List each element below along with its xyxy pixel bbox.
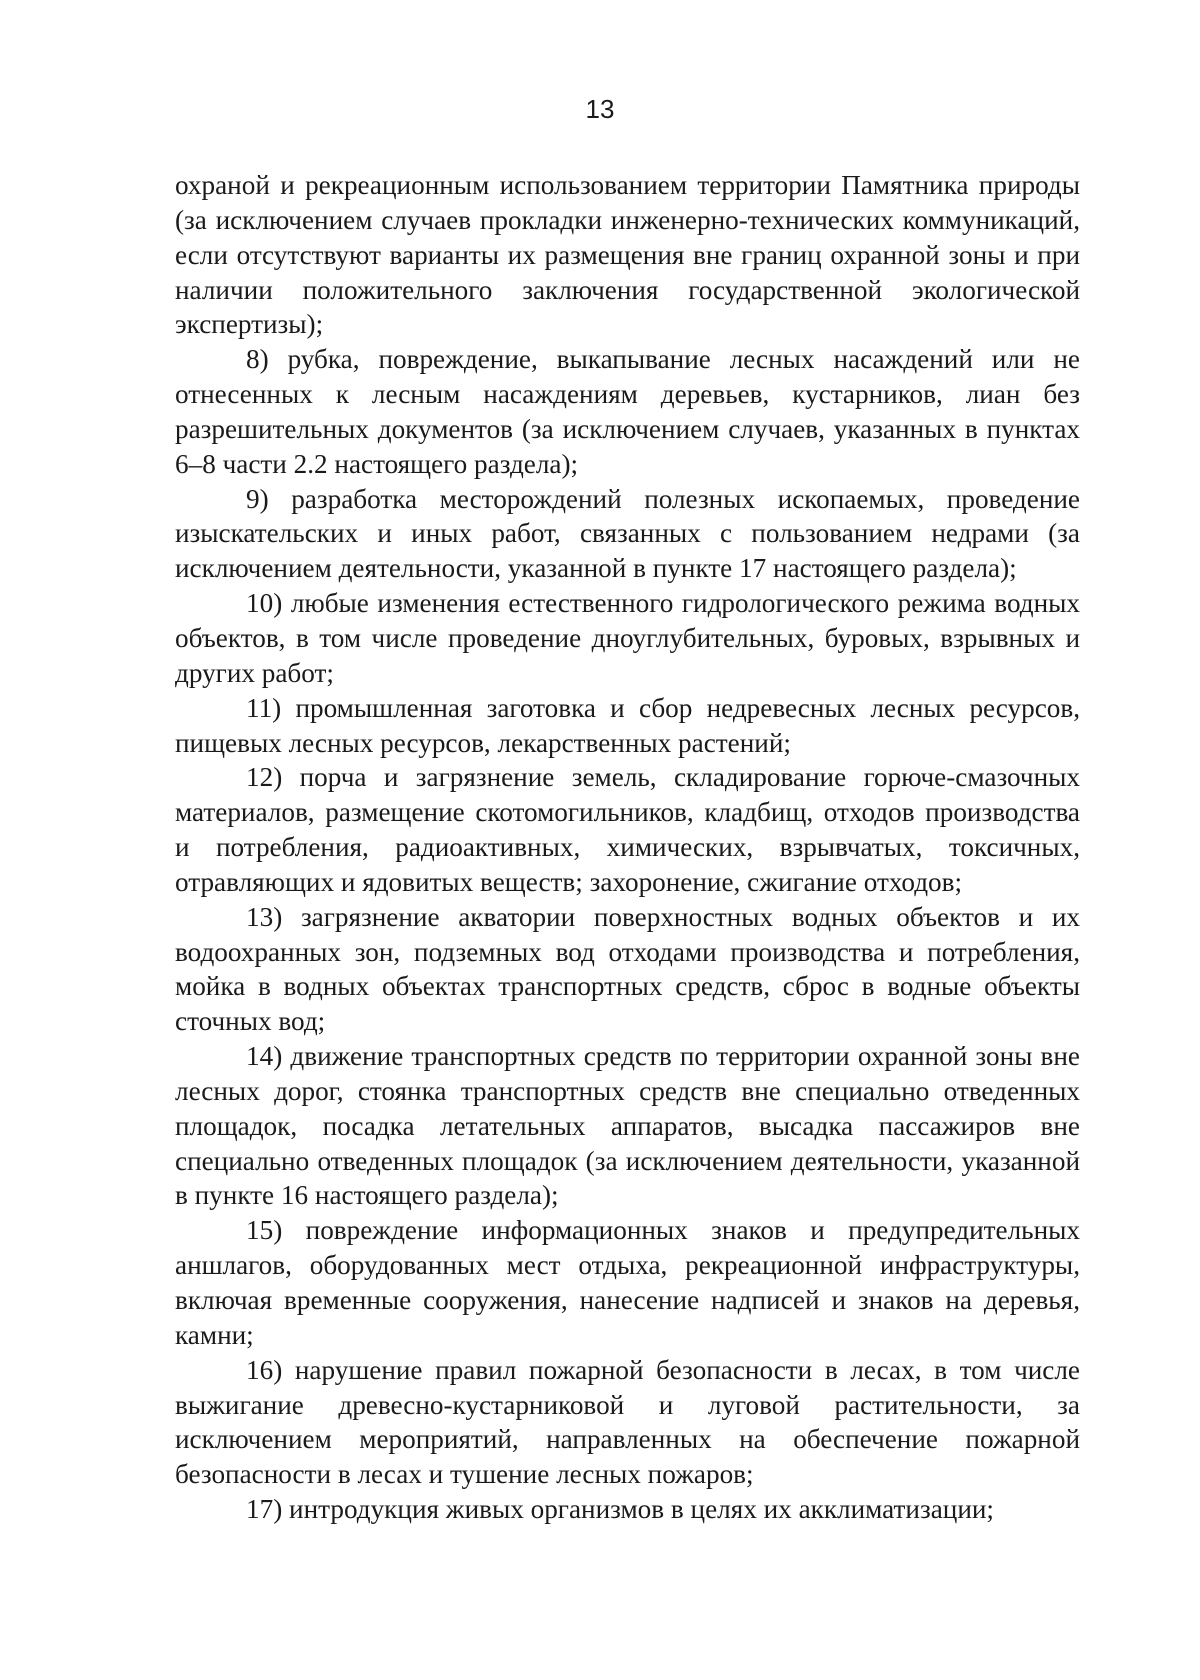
list-item-10: 10) любые изменения естественного гидрологического режима водных объектов, в том числе проведение дноуглубительных, буровых, взрывных и других работ; bbox=[175, 588, 1080, 688]
list-item-15: 15) повреждение информационных знаков и предупредительных аншлагов, оборудованных мест отдыха, рекреационной инфраструктуры, включая временные сооружения, нанесение надписей и знаков на деревья, камни; bbox=[175, 1215, 1080, 1350]
list-item-14: 14) движение транспортных средств по территории охранной зоны вне лесных дорог, стоянка транспортных средств вне специально отведенных площадок, посадка летательных аппаратов, высадка пассажиров вне специально отведенных площадок (за исключением деятельности, указанной в пункте 16 настоящего раздела); bbox=[175, 1041, 1080, 1211]
list-item-16: 16) нарушение правил пожарной безопасности в лесах, в том числе выжигание древесно-кустарниковой и луговой растительности, за исключением мероприятий, направленных на обеспечение пожарной безопасности в лесах и тушение лесных пожаров; bbox=[175, 1354, 1080, 1490]
list-item-9: 9) разработка месторождений полезных ископаемых, проведение изыскательских и иных работ, связанных с пользованием недрами (за исключением деятельности, указанной в пункте 17 настоящего раздела); bbox=[175, 483, 1080, 584]
list-item-8: 8) рубка, повреждение, выкапывание лесных насаждений или не отнесенных к лесным насаждениям деревьев, кустарников, лиан без разрешительных документов (за исключением случаев, указанных в пунктах 6–8 части 2.2 настоящего раздела); bbox=[175, 344, 1080, 479]
document-body bbox=[175, 168, 1080, 1527]
list-item-11: 11) промышленная заготовка и сбор недревесных лесных ресурсов, пищевых лесных ресурсов, лекарственных растений; bbox=[175, 692, 1080, 758]
paragraph-continuation: охраной и рекреационным использованием территории Памятника природы (за исключением случаев прокладки инженерно-технических коммуникаций, если отсутствуют варианты их размещения вне границ охранной зоны и при наличии положительного заключения государственной экологической экспертизы); bbox=[175, 170, 1080, 340]
page-number: 13 bbox=[585, 94, 615, 124]
list-item-12: 12) порча и загрязнение земель, складирование горюче-смазочных материалов, размещение скотомогильников, кладбищ, отходов производства и потребления, радиоактивных, химических, взрывчатых, токсичных, отравляющих и ядовитых веществ; захоронение, сжигание отходов; bbox=[175, 762, 1080, 897]
list-item-13: 13) загрязнение акватории поверхностных водных объектов и их водоохранных зон, подземных вод отходами производства и потребления, мойка в водных объектах транспортных средств, сброс в водные объекты сточных вод; bbox=[175, 901, 1080, 1037]
list-item-17: 17) интродукция живых организмов в целях их акклиматизации; bbox=[246, 1494, 994, 1525]
